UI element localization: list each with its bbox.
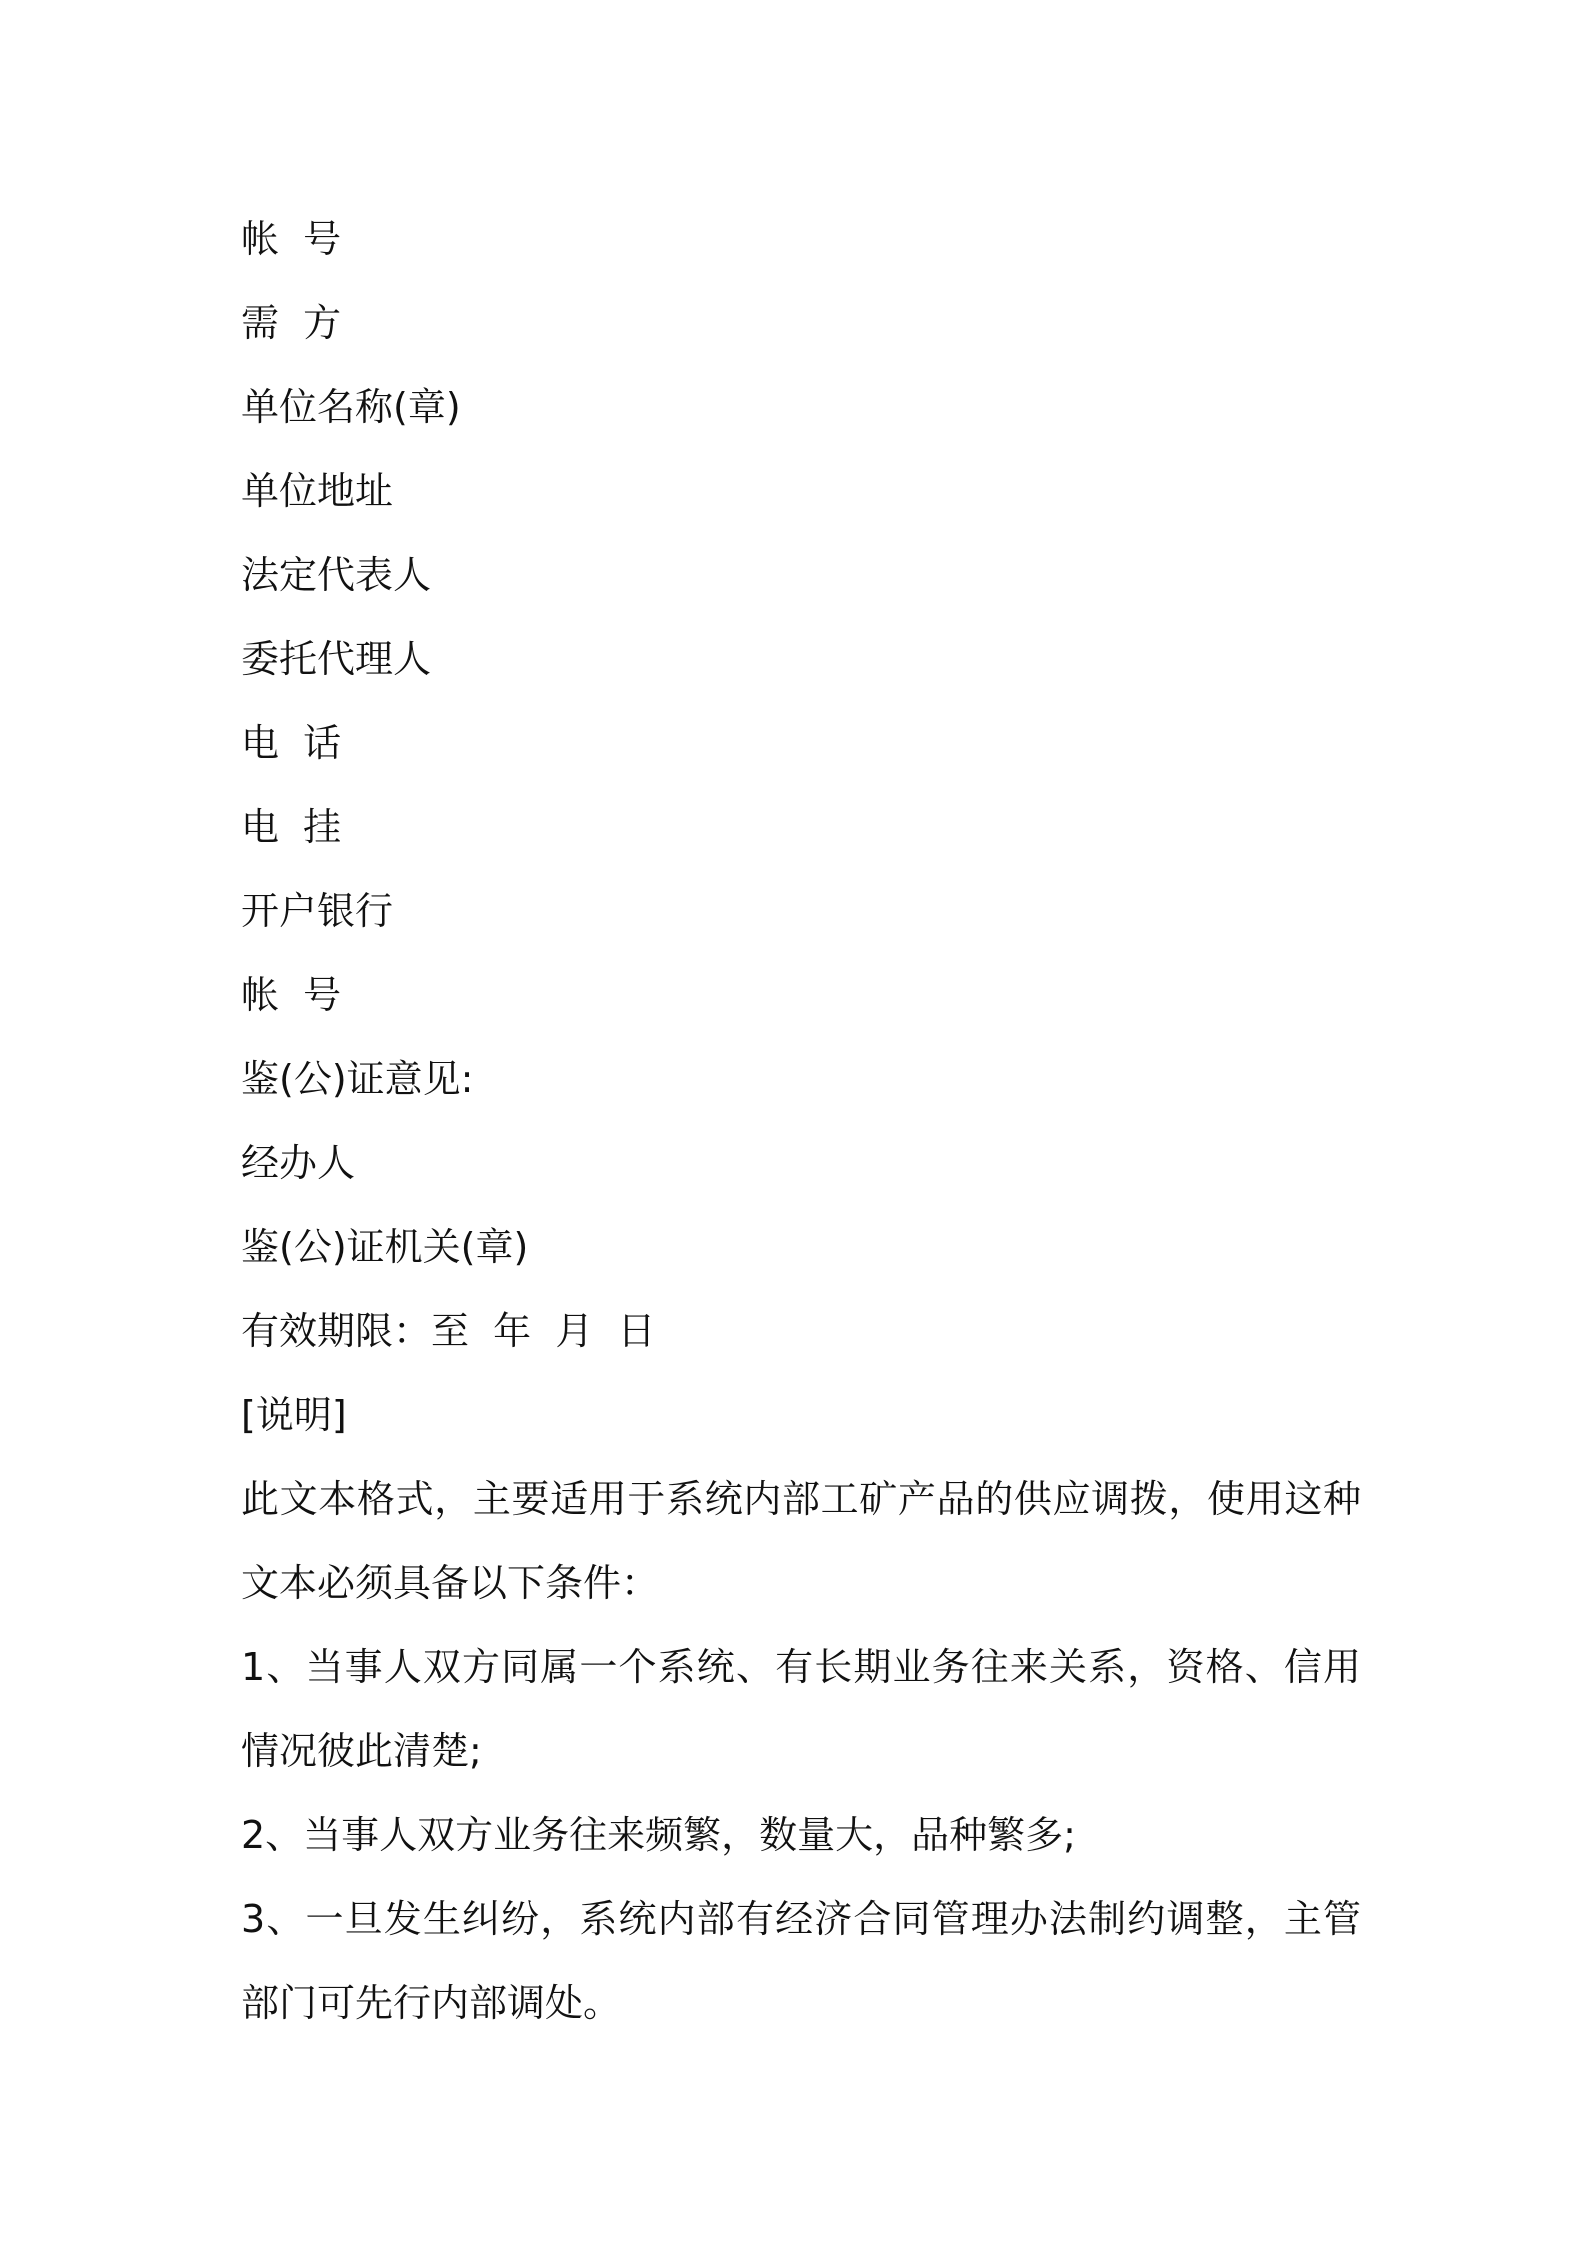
- account-number-label-2: 帐 号: [241, 973, 342, 1017]
- validity-period-label: 有效期限：至 年 月 日: [241, 1309, 656, 1353]
- bank-label: 开户银行: [241, 889, 394, 933]
- authorized-agent-label: 委托代理人: [241, 637, 432, 681]
- telephone-label: 电 话: [241, 721, 342, 765]
- notarization-opinion-label: 鉴(公)证意见:: [241, 1057, 474, 1101]
- company-name-label: 单位名称(章): [241, 385, 461, 429]
- notes-intro-paragraph: 此文本格式，主要适用于系统内部工矿产品的供应调拨，使用这种文本必须具备以下条件：: [241, 1477, 1361, 1605]
- condition-item-2: 2、当事人双方业务往来频繁，数量大，品种繁多;: [241, 1813, 1076, 1857]
- notes-heading: [说明]: [241, 1393, 347, 1437]
- account-number-label: 帐 号: [241, 217, 342, 261]
- condition-item-3: 3、一旦发生纠纷，系统内部有经济合同管理办法制约调整，主管部门可先行内部调处。: [241, 1897, 1361, 2025]
- buyer-heading: 需 方: [241, 301, 342, 345]
- handler-label: 经办人: [241, 1141, 356, 1185]
- document-body: [241, 197, 1361, 2045]
- condition-item-1: 1、当事人双方同属一个系统、有长期业务往来关系，资格、信用情况彼此清楚;: [241, 1645, 1361, 1773]
- legal-representative-label: 法定代表人: [241, 553, 432, 597]
- notary-office-label: 鉴(公)证机关(章): [241, 1225, 529, 1269]
- company-address-label: 单位地址: [241, 469, 394, 513]
- telegraph-label: 电 挂: [241, 805, 342, 849]
